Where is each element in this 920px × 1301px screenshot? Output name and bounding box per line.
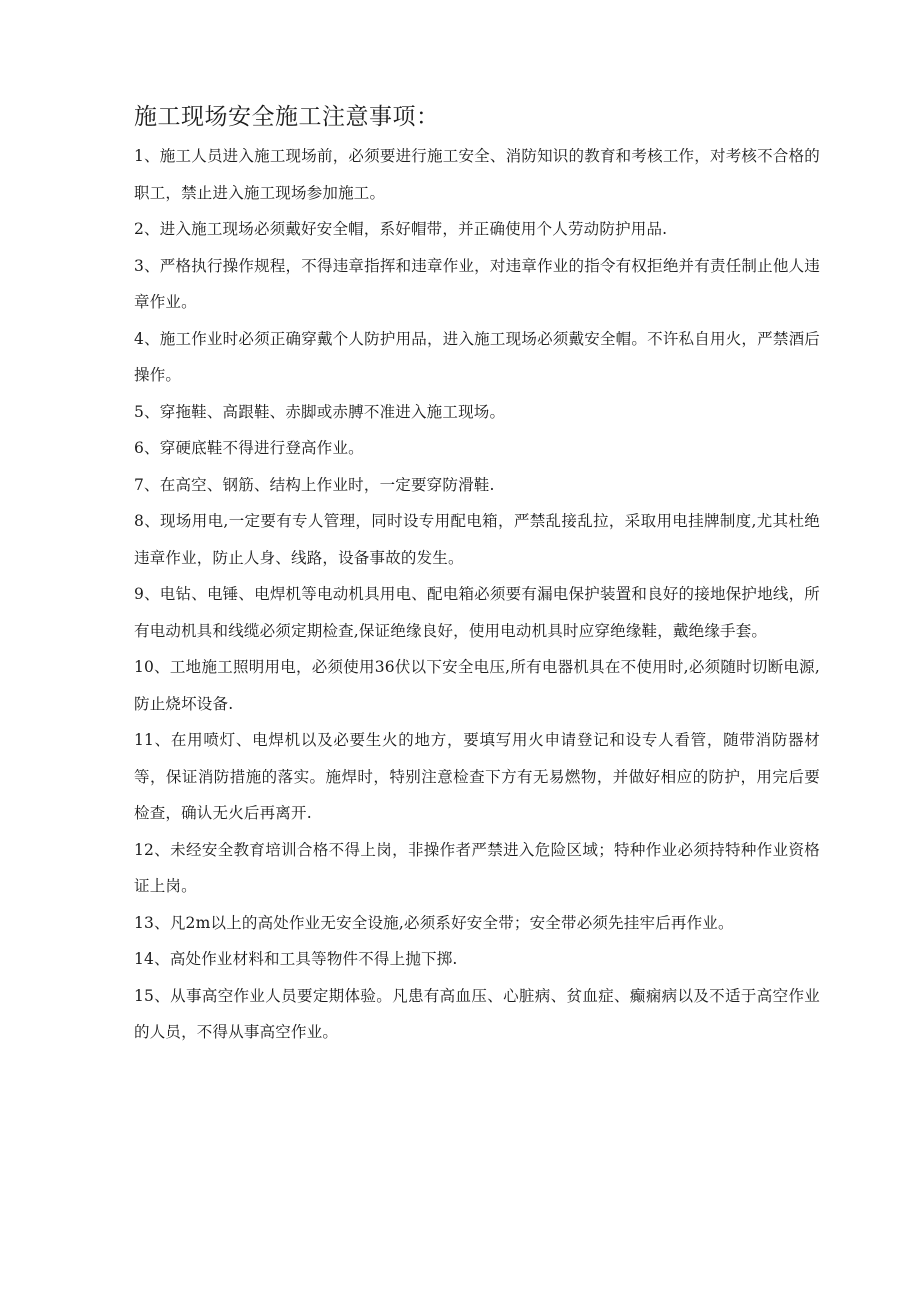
rule-item-13: 13、凡2m以上的高处作业无安全设施,必须系好安全带；安全带必须先挂牢后再作业。: [134, 913, 734, 932]
rule-item-4: 4、施工作业时必须正确穿戴个人防护用品，进入施工现场必须戴安全帽。不许私自用火，严禁酒后操作。: [134, 329, 820, 384]
rule-item-12: 12、未经安全教育培训合格不得上岗，非操作者严禁进入危险区域；特种作业必须持特种作业资格证上岗。: [134, 840, 820, 895]
rule-item-1: 1、施工人员进入施工现场前，必须要进行施工安全、消防知识的教育和考核工作，对考核不合格的职工，禁止进入施工现场参加施工。: [134, 147, 820, 202]
document-page: [134, 100, 820, 1051]
rule-item-3: 3、严格执行操作规程，不得违章指挥和违章作业，对违章作业的指令有权拒绝并有责任制止他人违章作业。: [134, 256, 820, 311]
rule-item-10: 10、工地施工照明用电，必须使用36伏以下安全电压,所有电器机具在不使用时,必须随时切断电源,防止烧坏设备.: [134, 658, 820, 713]
rule-item-15: 15、从事高空作业人员要定期体验。凡患有高血压、心脏病、贫血症、癫痫病以及不适于高空作业的人员，不得从事高空作业。: [134, 986, 820, 1041]
rule-item-2: 2、进入施工现场必须戴好安全帽，系好帽带，并正确使用个人劳动防护用品.: [134, 220, 668, 238]
rule-item-9: 9、电钻、电锤、电焊机等电动机具用电、配电箱必须要有漏电保护装置和良好的接地保护地线，所有电动机具和线缆必须定期检查,保证绝缘良好，使用电动机具时应穿绝缘鞋，戴绝缘手套。: [134, 585, 820, 640]
rule-item-14: 14、高处作业材料和工具等物件不得上抛下掷.: [134, 950, 458, 968]
rule-item-7: 7、在高空、钢筋、结构上作业时，一定要穿防滑鞋.: [134, 475, 495, 494]
rule-item-8: 8、现场用电,一定要有专人管理，同时设专用配电箱，严禁乱接乱拉，采取用电挂牌制度,尤其杜绝违章作业，防止人身、线路，设备事故的发生。: [134, 512, 820, 567]
document-title: 施工现场安全施工注意事项：: [134, 104, 440, 130]
rule-item-11: 11、在用喷灯、电焊机以及必要生火的地方，要填写用火申请登记和设专人看管，随带消防器材等，保证消防措施的落实。施焊时，特别注意检查下方有无易燃物，并做好相应的防护，用完后要检查，确认无火后再离开.: [134, 731, 820, 822]
rule-item-6: 6、穿硬底鞋不得进行登高作业。: [134, 439, 364, 457]
rule-item-5: 5、穿拖鞋、高跟鞋、赤脚或赤膊不准进入施工现场。: [134, 402, 506, 421]
